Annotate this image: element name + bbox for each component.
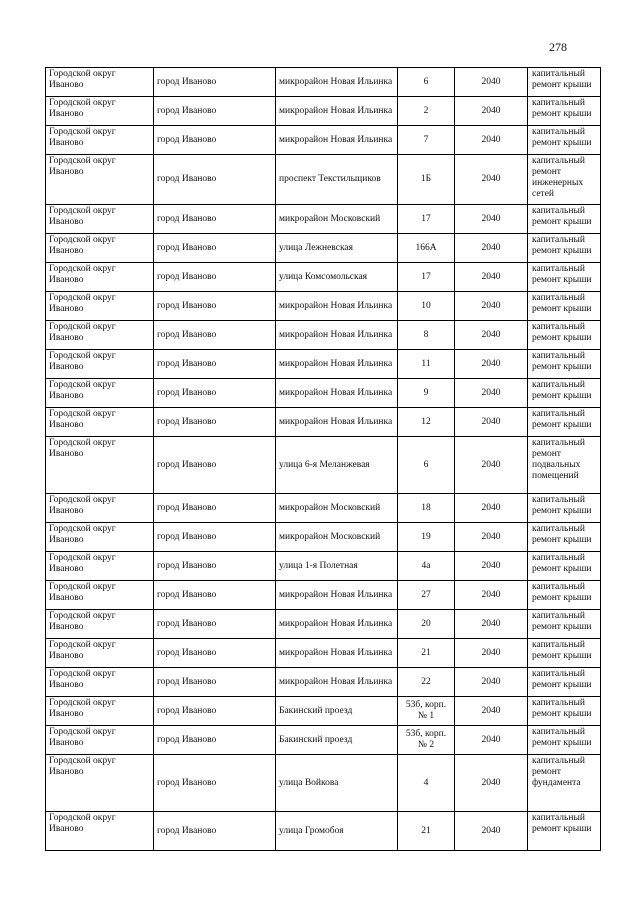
house-number-cell: 4а — [398, 552, 455, 581]
street-cell: улица Громобоя — [276, 812, 398, 851]
table-row — [46, 668, 601, 697]
city-cell: город Иваново — [154, 581, 276, 610]
city-cell: город Иваново — [154, 126, 276, 155]
district-cell: Городской округ Иваново — [46, 379, 154, 408]
street-cell: микрорайон Новая Ильинка — [276, 97, 398, 126]
city-cell: город Иваново — [154, 205, 276, 234]
street-cell: улица 1-я Полетная — [276, 552, 398, 581]
district-cell: Городской округ Иваново — [46, 437, 154, 494]
house-number-cell: 17 — [398, 205, 455, 234]
district-cell: Городской округ Иваново — [46, 581, 154, 610]
house-number-cell: 2 — [398, 97, 455, 126]
work-type-cell: капитальный ремонт крыши — [528, 523, 601, 552]
city-cell: город Иваново — [154, 639, 276, 668]
street-cell: микрорайон Новая Ильинка — [276, 408, 398, 437]
city-cell: город Иваново — [154, 755, 276, 812]
year-cell: 2040 — [455, 697, 528, 726]
table-row — [46, 755, 601, 812]
year-cell: 2040 — [455, 155, 528, 205]
district-cell: Городской округ Иваново — [46, 126, 154, 155]
district-cell: Городской округ Иваново — [46, 726, 154, 755]
city-cell: город Иваново — [154, 292, 276, 321]
table-row — [46, 408, 601, 437]
work-type-cell: капитальный ремонт инженерных сетей — [528, 155, 601, 205]
house-number-cell: 19 — [398, 523, 455, 552]
table-row — [46, 523, 601, 552]
table-row — [46, 610, 601, 639]
street-cell: Бакинский проезд — [276, 726, 398, 755]
table-row — [46, 155, 601, 205]
year-cell: 2040 — [455, 494, 528, 523]
table-row — [46, 126, 601, 155]
street-cell: микрорайон Московский — [276, 205, 398, 234]
table-row — [46, 552, 601, 581]
city-cell: город Иваново — [154, 350, 276, 379]
year-cell: 2040 — [455, 668, 528, 697]
house-number-cell: 17 — [398, 263, 455, 292]
work-type-cell: капитальный ремонт крыши — [528, 321, 601, 350]
work-type-cell: капитальный ремонт крыши — [528, 726, 601, 755]
work-type-cell: капитальный ремонт крыши — [528, 668, 601, 697]
street-cell: микрорайон Новая Ильинка — [276, 379, 398, 408]
table-row — [46, 726, 601, 755]
district-cell: Городской округ Иваново — [46, 321, 154, 350]
table-row — [46, 321, 601, 350]
house-number-cell: 11 — [398, 350, 455, 379]
year-cell: 2040 — [455, 581, 528, 610]
city-cell: город Иваново — [154, 437, 276, 494]
house-number-cell: 27 — [398, 581, 455, 610]
year-cell: 2040 — [455, 321, 528, 350]
work-type-cell: капитальный ремонт крыши — [528, 610, 601, 639]
street-cell: улица Лежневская — [276, 234, 398, 263]
house-number-cell: 4 — [398, 755, 455, 812]
district-cell: Городской округ Иваново — [46, 610, 154, 639]
year-cell: 2040 — [455, 234, 528, 263]
district-cell: Городской округ Иваново — [46, 494, 154, 523]
year-cell: 2040 — [455, 126, 528, 155]
work-type-cell: капитальный ремонт крыши — [528, 126, 601, 155]
city-cell: город Иваново — [154, 552, 276, 581]
work-type-cell: капитальный ремонт крыши — [528, 263, 601, 292]
street-cell: микрорайон Новая Ильинка — [276, 639, 398, 668]
table-row — [46, 350, 601, 379]
city-cell: город Иваново — [154, 523, 276, 552]
house-number-cell: 53б, корп. № 2 — [398, 726, 455, 755]
table-row — [46, 437, 601, 494]
work-type-cell: капитальный ремонт крыши — [528, 552, 601, 581]
table-row — [46, 494, 601, 523]
work-type-cell: капитальный ремонт крыши — [528, 350, 601, 379]
work-type-cell: капитальный ремонт крыши — [528, 494, 601, 523]
city-cell: город Иваново — [154, 697, 276, 726]
street-cell: улица Комсомольская — [276, 263, 398, 292]
street-cell: микрорайон Новая Ильинка — [276, 321, 398, 350]
table-row — [46, 234, 601, 263]
street-cell: микрорайон Новая Ильинка — [276, 68, 398, 97]
district-cell: Городской округ Иваново — [46, 523, 154, 552]
table-row — [46, 68, 601, 97]
street-cell: микрорайон Новая Ильинка — [276, 292, 398, 321]
house-number-cell: 6 — [398, 68, 455, 97]
house-number-cell: 53б, корп. № 1 — [398, 697, 455, 726]
work-type-cell: капитальный ремонт крыши — [528, 292, 601, 321]
house-number-cell: 166А — [398, 234, 455, 263]
year-cell: 2040 — [455, 552, 528, 581]
city-cell: город Иваново — [154, 234, 276, 263]
work-type-cell: капитальный ремонт крыши — [528, 205, 601, 234]
year-cell: 2040 — [455, 97, 528, 126]
street-cell: улица Войкова — [276, 755, 398, 812]
city-cell: город Иваново — [154, 408, 276, 437]
table-row — [46, 697, 601, 726]
work-type-cell: капитальный ремонт крыши — [528, 581, 601, 610]
house-number-cell: 1Б — [398, 155, 455, 205]
work-type-cell: капитальный ремонт фундамента — [528, 755, 601, 812]
house-number-cell: 18 — [398, 494, 455, 523]
street-cell: микрорайон Новая Ильинка — [276, 610, 398, 639]
year-cell: 2040 — [455, 437, 528, 494]
district-cell: Городской округ Иваново — [46, 812, 154, 851]
house-number-cell: 7 — [398, 126, 455, 155]
house-number-cell: 10 — [398, 292, 455, 321]
year-cell: 2040 — [455, 408, 528, 437]
street-cell: микрорайон Новая Ильинка — [276, 581, 398, 610]
house-number-cell: 22 — [398, 668, 455, 697]
year-cell: 2040 — [455, 350, 528, 379]
district-cell: Городской округ Иваново — [46, 263, 154, 292]
house-number-cell: 8 — [398, 321, 455, 350]
table-row — [46, 812, 601, 851]
city-cell: город Иваново — [154, 668, 276, 697]
district-cell: Городской округ Иваново — [46, 155, 154, 205]
capital-repair-table — [45, 67, 601, 851]
district-cell: Городской округ Иваново — [46, 552, 154, 581]
city-cell: город Иваново — [154, 321, 276, 350]
table-row — [46, 639, 601, 668]
year-cell: 2040 — [455, 610, 528, 639]
street-cell: микрорайон Новая Ильинка — [276, 668, 398, 697]
city-cell: город Иваново — [154, 263, 276, 292]
year-cell: 2040 — [455, 755, 528, 812]
city-cell: город Иваново — [154, 726, 276, 755]
table-row — [46, 379, 601, 408]
year-cell: 2040 — [455, 263, 528, 292]
house-number-cell: 21 — [398, 812, 455, 851]
district-cell: Городской округ Иваново — [46, 205, 154, 234]
district-cell: Городской округ Иваново — [46, 755, 154, 812]
work-type-cell: капитальный ремонт крыши — [528, 68, 601, 97]
work-type-cell: капитальный ремонт подвальных помещений — [528, 437, 601, 494]
street-cell: улица 6-я Меланжевая — [276, 437, 398, 494]
house-number-cell: 9 — [398, 379, 455, 408]
city-cell: город Иваново — [154, 812, 276, 851]
city-cell: город Иваново — [154, 379, 276, 408]
street-cell: микрорайон Московский — [276, 494, 398, 523]
district-cell: Городской округ Иваново — [46, 408, 154, 437]
table-row — [46, 205, 601, 234]
street-cell: микрорайон Новая Ильинка — [276, 126, 398, 155]
year-cell: 2040 — [455, 523, 528, 552]
year-cell: 2040 — [455, 379, 528, 408]
house-number-cell: 6 — [398, 437, 455, 494]
district-cell: Городской округ Иваново — [46, 639, 154, 668]
city-cell: город Иваново — [154, 68, 276, 97]
work-type-cell: капитальный ремонт крыши — [528, 379, 601, 408]
table-row — [46, 263, 601, 292]
year-cell: 2040 — [455, 726, 528, 755]
city-cell: город Иваново — [154, 155, 276, 205]
year-cell: 2040 — [455, 292, 528, 321]
work-type-cell: капитальный ремонт крыши — [528, 408, 601, 437]
house-number-cell: 12 — [398, 408, 455, 437]
district-cell: Городской округ Иваново — [46, 234, 154, 263]
city-cell: город Иваново — [154, 610, 276, 639]
year-cell: 2040 — [455, 205, 528, 234]
district-cell: Городской округ Иваново — [46, 292, 154, 321]
work-type-cell: капитальный ремонт крыши — [528, 697, 601, 726]
year-cell: 2040 — [455, 68, 528, 97]
table-row — [46, 581, 601, 610]
district-cell: Городской округ Иваново — [46, 697, 154, 726]
street-cell: проспект Текстильщиков — [276, 155, 398, 205]
street-cell: микрорайон Московский — [276, 523, 398, 552]
table-row — [46, 292, 601, 321]
city-cell: город Иваново — [154, 494, 276, 523]
district-cell: Городской округ Иваново — [46, 97, 154, 126]
work-type-cell: капитальный ремонт крыши — [528, 812, 601, 851]
page-number: 278 — [549, 40, 567, 54]
work-type-cell: капитальный ремонт крыши — [528, 234, 601, 263]
year-cell: 2040 — [455, 639, 528, 668]
work-type-cell: капитальный ремонт крыши — [528, 97, 601, 126]
district-cell: Городской округ Иваново — [46, 668, 154, 697]
house-number-cell: 21 — [398, 639, 455, 668]
house-number-cell: 20 — [398, 610, 455, 639]
year-cell: 2040 — [455, 812, 528, 851]
work-type-cell: капитальный ремонт крыши — [528, 639, 601, 668]
street-cell: Бакинский проезд — [276, 697, 398, 726]
city-cell: город Иваново — [154, 97, 276, 126]
district-cell: Городской округ Иваново — [46, 350, 154, 379]
street-cell: микрорайон Новая Ильинка — [276, 350, 398, 379]
table-row — [46, 97, 601, 126]
district-cell: Городской округ Иваново — [46, 68, 154, 97]
